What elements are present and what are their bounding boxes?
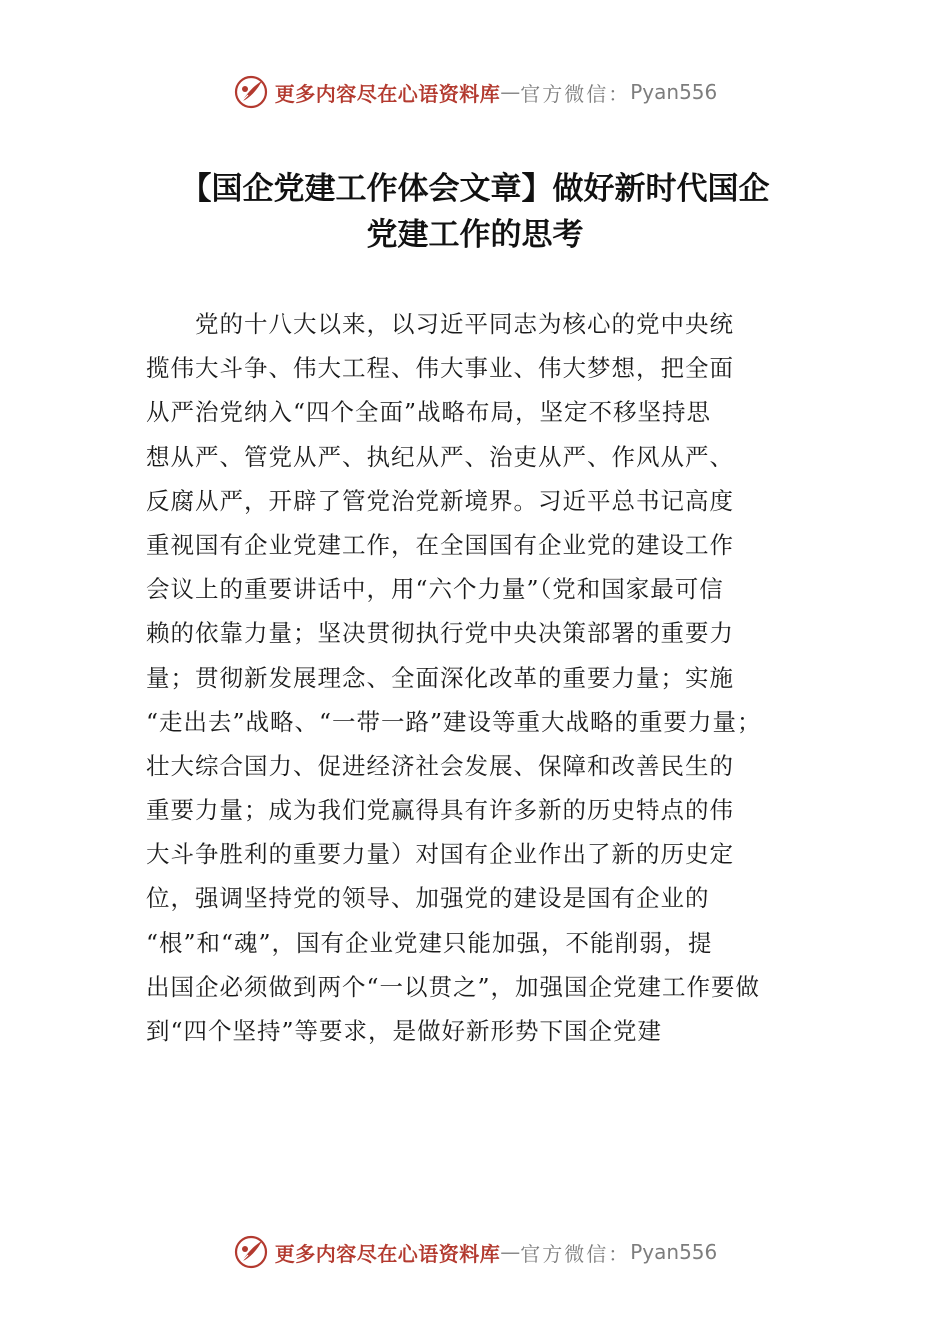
- body-line: 壮大综合国力、促进经济社会发展、保障和改善民生的: [146, 751, 734, 780]
- body-line: “走出去”战略、“一带一路”建设等重大战略的重要力量；: [146, 707, 762, 736]
- header-watermark: [0, 72, 950, 112]
- footer-watermark: [0, 1232, 950, 1272]
- body-line: 大斗争胜利的重要力量）对国有企业作出了新的历史定: [146, 840, 734, 869]
- title-line: 【国企党建工作体会文章】做好新时代国企: [180, 171, 770, 207]
- body-line: “根”和“魂”，国有企业党建只能加强，不能削弱，提: [146, 928, 713, 957]
- watermark-wechat-id: Pyan556: [630, 80, 718, 104]
- quill-logo-icon: [233, 1234, 269, 1270]
- body-line: 从严治党纳入“四个全面”战略布局，坚定不移坚持思: [146, 398, 712, 427]
- body-line: 重要力量；成为我们党赢得具有许多新的历史特点的伟: [146, 796, 734, 825]
- watermark-dash: —: [500, 80, 521, 104]
- watermark-brand-text: 更多内容尽在心语资料库: [274, 81, 501, 106]
- watermark-brand-text: 更多内容尽在心语资料库: [274, 1241, 501, 1266]
- body-line: 反腐从严，开辟了管党治党新境界。习近平总书记高度: [146, 486, 734, 515]
- body-line: 位，强调坚持党的领导、加强党的建设是国有企业的: [146, 884, 710, 913]
- document-title: [90, 166, 860, 258]
- watermark-dash: —: [500, 1240, 521, 1264]
- body-line: 会议上的重要讲话中，用“六个力量”（党和国家最可信: [146, 575, 724, 604]
- watermark-wechat-id: Pyan556: [630, 1240, 718, 1264]
- document-body: [146, 302, 836, 1053]
- title-line: 党建工作的思考: [366, 217, 584, 253]
- body-line: 想从严、管党从严、执纪从严、治吏从严、作风从严、: [146, 442, 734, 471]
- quill-logo-icon: [233, 74, 269, 110]
- body-line: 揽伟大斗争、伟大工程、伟大事业、伟大梦想，把全面: [146, 354, 734, 383]
- body-line: 到“四个坚持”等要求，是做好新形势下国企党建: [146, 1017, 663, 1045]
- body-line: 出国企必须做到两个“一以贯之”，加强国企党建工作要做: [146, 972, 761, 1001]
- body-line: 重视国有企业党建工作，在全国国有企业党的建设工作: [146, 530, 734, 559]
- watermark-wechat-label: 官方微信：: [520, 81, 631, 106]
- body-line: 党的十八大以来，以习近平同志为核心的党中央统: [146, 310, 734, 338]
- body-line: 赖的依靠力量；坚决贯彻执行党中央决策部署的重要力: [146, 619, 734, 648]
- body-line: 量；贯彻新发展理念、全面深化改革的重要力量；实施: [146, 663, 734, 692]
- watermark-wechat-label: 官方微信：: [520, 1241, 631, 1266]
